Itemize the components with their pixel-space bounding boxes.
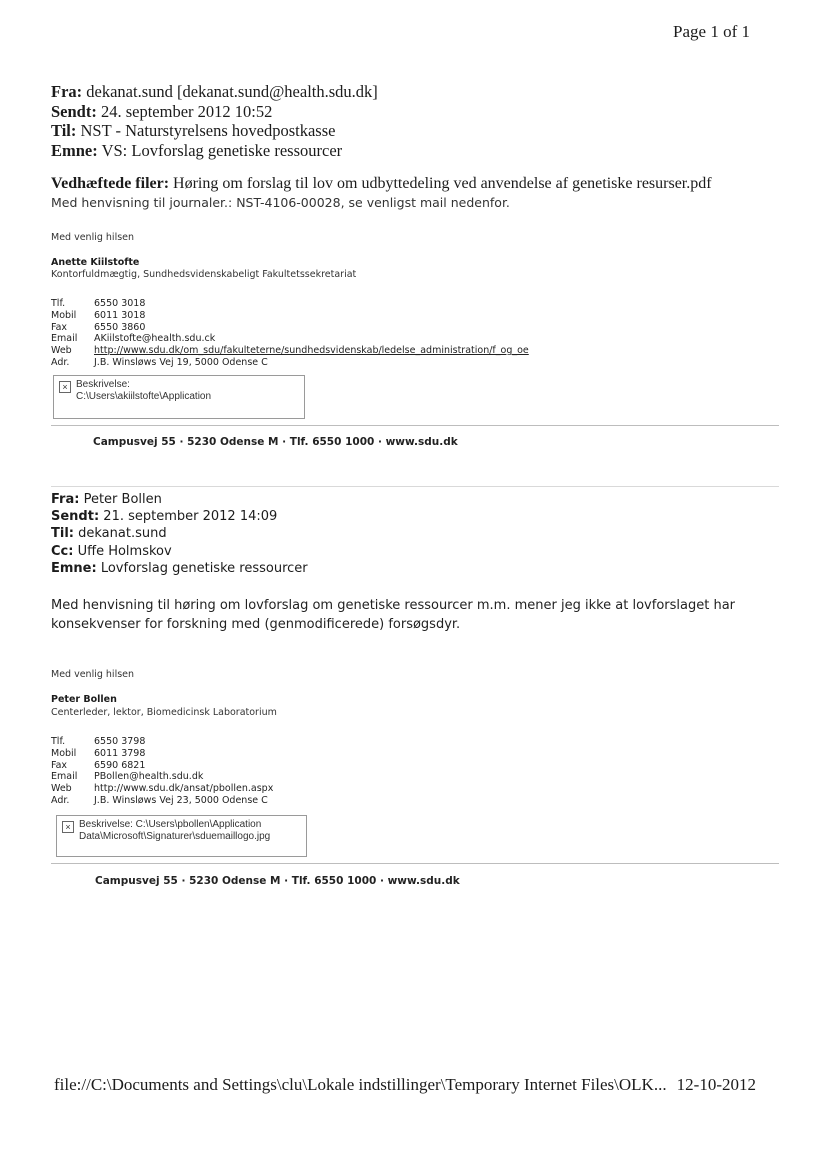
email2-signature-divider	[51, 863, 779, 864]
cc-value: Uffe Holmskov	[77, 543, 172, 559]
attachment-filename: Høring om forslag til lov om udbyttedeling ved anvendelse af genetiske resurser.pdf	[173, 175, 712, 192]
contact-phone: Tlf. 6550 3798	[51, 736, 146, 747]
email2-subject-row	[51, 560, 308, 577]
email1-contact-block	[51, 298, 529, 369]
email1-to-row	[51, 121, 378, 141]
page-number: Page 1 of 1	[673, 22, 750, 41]
sent-value: 24. september 2012 10:52	[100, 101, 273, 121]
subject-label: Emne:	[51, 560, 97, 576]
email2-signature-title: Centerleder, lektor, Biomedicinsk Laboratorium	[51, 707, 277, 718]
email1-greeting: Med venlig hilsen	[51, 232, 135, 243]
cc-label: Cc:	[51, 543, 74, 559]
sent-value: 21. september 2012 14:09	[103, 509, 278, 525]
contact-address: Adr. J.B. Winsløws Vej 23, 5000 Odense C	[51, 794, 268, 806]
email2-to-row	[51, 525, 308, 542]
to-value: NST - Naturstyrelsens hovedpostkasse	[80, 121, 336, 140]
message-separator	[51, 486, 779, 487]
contact-mobile: Mobil 6011 3798	[51, 747, 146, 759]
email1-signature-name: Anette Kiilstofte	[51, 257, 140, 268]
contact-email: Email AKiilstofte@health.sdu.ck	[51, 333, 216, 345]
email2-campus-address: Campusvej 55 · 5230 Odense M · Tlf. 6550 1000 · www.sdu.dk	[95, 875, 460, 887]
web-link[interactable]: http://www.sdu.dk/ansat/pbollen.aspx	[94, 783, 274, 795]
body-line-2: konsekvenser for forskning med (genmodificerede) forsøgsdyr.	[51, 617, 461, 632]
subject-label: Emne:	[51, 140, 98, 160]
email2-missing-image	[56, 815, 307, 857]
web-link[interactable]: http://www.sdu.dk/om_sdu/fakulteterne/sundhedsvidenskab/ledelse_administration/f_og_oe	[94, 345, 529, 357]
email1-signature-title: Kontorfuldmægtig, Sundhedsvidenskabeligt Fakultetssekretariat	[51, 269, 357, 280]
footer-file-path: file://C:\Documents and Settings\clu\Lokale indstillinger\Temporary Internet Files\OLK...	[54, 1075, 667, 1094]
contact-mobile: Mobil 6011 3018	[51, 309, 146, 321]
contact-email: Email PBollen@health.sdu.dk	[51, 771, 204, 783]
email2-greeting: Med venlig hilsen	[51, 669, 135, 680]
email2-cc-row	[51, 543, 308, 560]
email2-from-row	[51, 491, 308, 508]
email2-body	[51, 596, 735, 634]
contact-fax: Fax 6550 3860	[51, 321, 146, 333]
email2-sent-row	[51, 508, 308, 525]
email2-signature-name: Peter Bollen	[51, 694, 117, 705]
email-link[interactable]: PBollen@health.sdu.dk	[94, 771, 204, 783]
email1-sent-row	[51, 102, 378, 122]
reference-line: Med henvisning til journaler.: NST-4106-00028, se venligst mail nedenfor.	[51, 195, 510, 210]
contact-phone: Tlf. 6550 3018	[51, 298, 146, 309]
sent-label: Sendt:	[51, 101, 97, 121]
to-value: dekanat.sund	[78, 526, 167, 542]
email2-contact-block	[51, 736, 273, 807]
email1-from-row	[51, 82, 378, 102]
contact-web: Web http://www.sdu.dk/ansat/pbollen.aspx	[51, 783, 274, 795]
from-value: dekanat.sund [dekanat.sund@health.sdu.dk]	[86, 82, 378, 101]
image-caption-line1: Beskrivelse:	[76, 379, 130, 390]
from-label: Fra:	[51, 82, 83, 101]
image-caption-line2: Data\Microsoft\Signaturer\sduemaillogo.jpg	[79, 831, 271, 842]
email2-header	[51, 491, 308, 577]
image-caption-line2: C:\Users\akiilstofte\Application	[76, 391, 212, 402]
footer-date: 12-10-2012	[676, 1075, 756, 1094]
broken-image-icon: ×	[59, 381, 71, 393]
email-link[interactable]: AKiilstofte@health.sdu.ck	[94, 333, 216, 345]
contact-address: Adr. J.B. Winsløws Vej 19, 5000 Odense C	[51, 356, 268, 368]
subject-value: VS: Lovforslag genetiske ressourcer	[101, 140, 343, 160]
body-line-1: Med henvisning til høring om lovforslag om genetiske ressourcer m.m. mener jeg ikke at lovforslaget har	[51, 598, 736, 613]
email1-missing-image	[53, 375, 305, 419]
contact-web: Web http://www.sdu.dk/om_sdu/fakulteterne/sundhedsvidenskab/ledelse_administration/f_og_oe	[51, 345, 529, 357]
sent-label: Sendt:	[51, 509, 100, 525]
attachments-row	[51, 175, 712, 193]
attachments-label: Vedhæftede filer:	[51, 175, 170, 192]
email1-campus-address: Campusvej 55 · 5230 Odense M · Tlf. 6550 1000 · www.sdu.dk	[93, 436, 458, 448]
from-value: Peter Bollen	[83, 492, 162, 507]
from-label: Fra:	[51, 492, 80, 507]
to-label: Til:	[51, 121, 77, 140]
contact-fax: Fax 6590 6821	[51, 759, 146, 771]
image-caption-line1: Beskrivelse: C:\Users\pbollen\Application	[79, 819, 262, 830]
to-label: Til:	[51, 526, 74, 542]
email1-header	[51, 82, 378, 160]
subject-value: Lovforslag genetiske ressourcer	[100, 560, 308, 576]
broken-image-icon: ×	[62, 821, 74, 833]
email1-signature-divider	[51, 425, 779, 426]
email1-subject-row	[51, 141, 378, 161]
